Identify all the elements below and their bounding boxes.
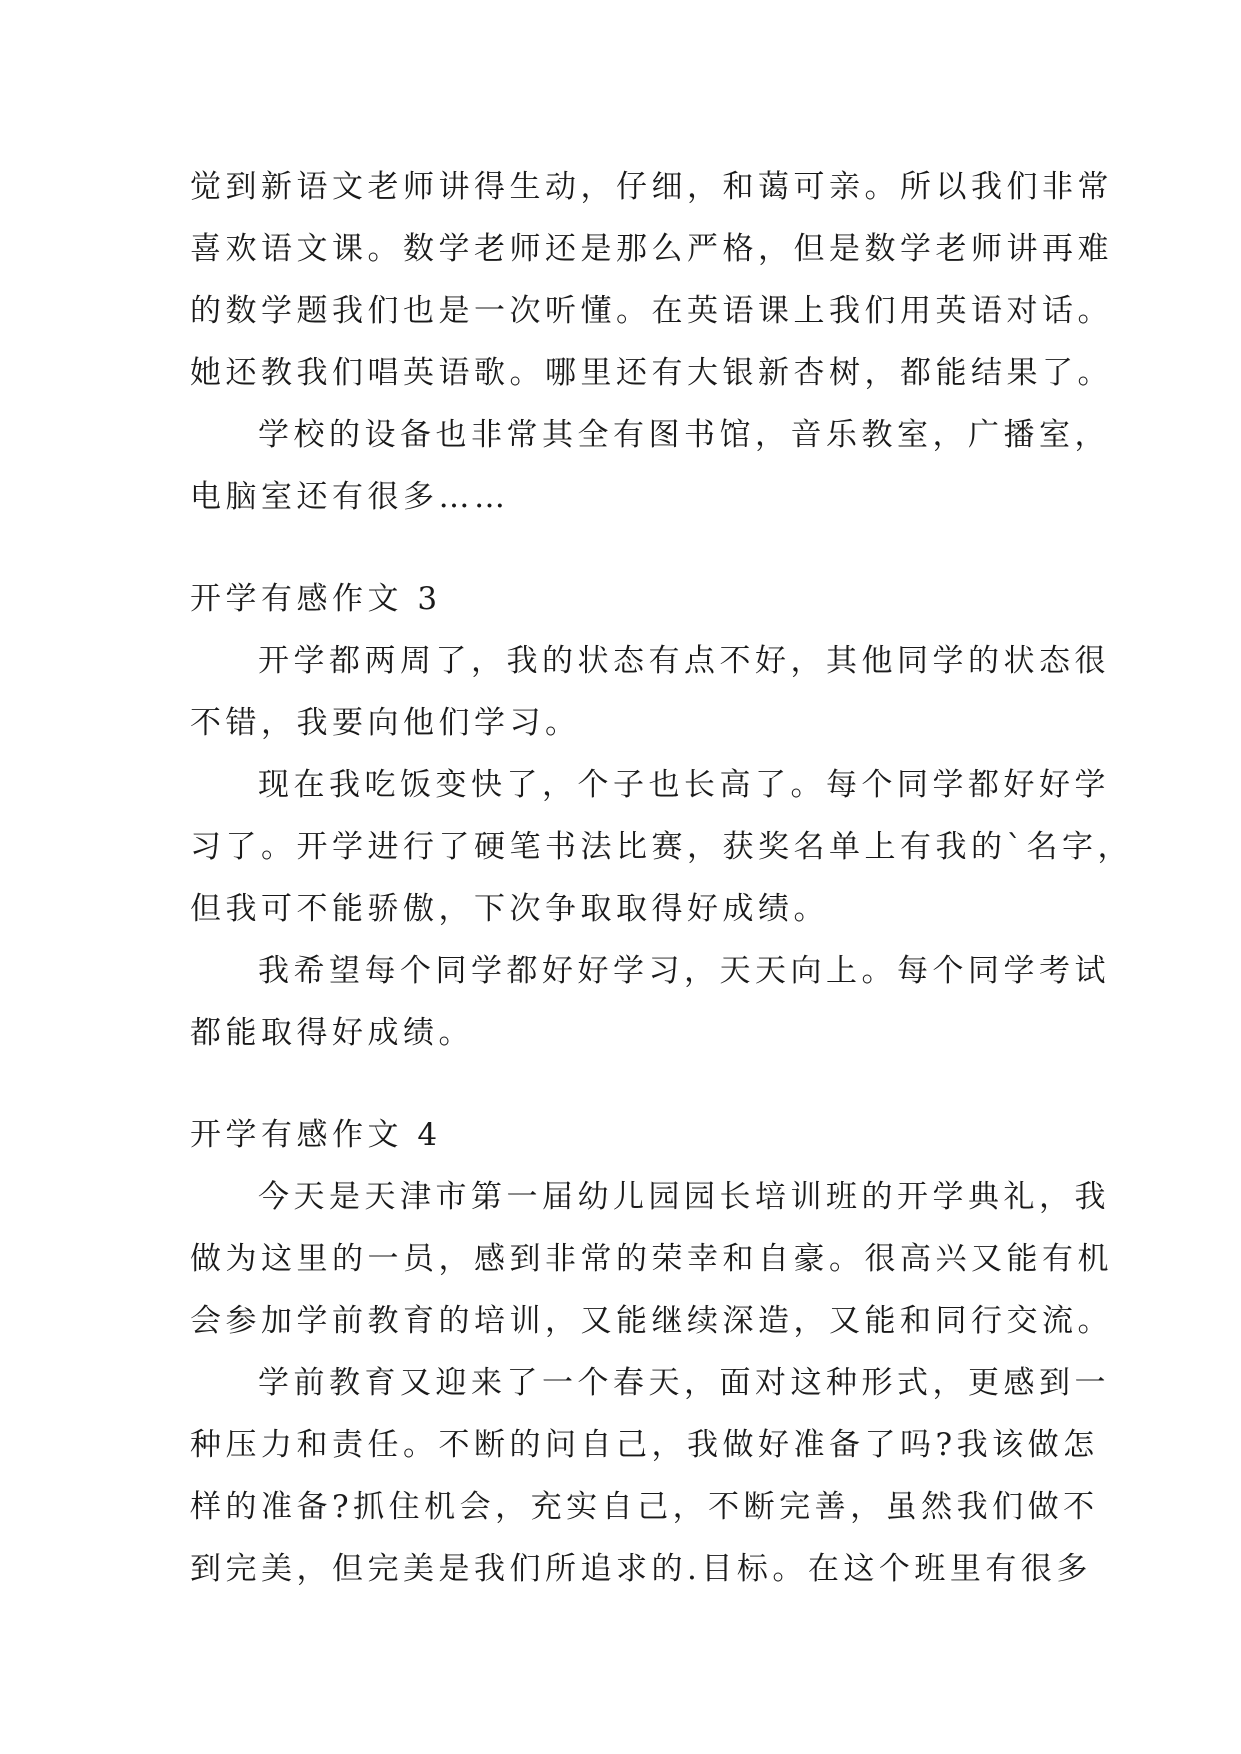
text-line: 开学都两周了，我的状态有点不好，其他同学的状态很 (258, 643, 1110, 679)
text-line: 但我可不能骄傲，下次争取取得好成绩。 (190, 891, 829, 927)
text-line: 做为这里的一员，感到非常的荣幸和自豪。很高兴又能有机 (190, 1241, 1113, 1277)
text-line: 到完美，但完美是我们所追求的.目标。在这个班里有很多 (190, 1551, 1092, 1587)
text-line: 觉到新语文老师讲得生动，仔细，和蔼可亲。所以我们非常 (190, 169, 1113, 205)
text-line: 喜欢语文课。数学老师还是那么严格，但是数学老师讲再难 (190, 231, 1113, 267)
text-line: 今天是天津市第一届幼儿园园长培训班的开学典礼，我 (258, 1179, 1110, 1215)
text-line: 的数学题我们也是一次听懂。在英语课上我们用英语对话。 (190, 293, 1113, 329)
text-line: 现在我吃饭变快了，个子也长高了。每个同学都好好学 (258, 767, 1110, 803)
section-heading: 开学有感作文 3 (190, 581, 442, 617)
text-line: 样的准备?抓住机会，充实自己，不断完善，虽然我们做不 (190, 1489, 1099, 1525)
text-line: 都能取得好成绩。 (190, 1015, 474, 1051)
text-line: 我希望每个同学都好好学习，天天向上。每个同学考试 (258, 953, 1110, 989)
text-line: 种压力和责任。不断的问自己，我做好准备了吗?我该做怎 (190, 1427, 1099, 1463)
text-line: 学前教育又迎来了一个春天，面对这种形式，更感到一 (258, 1365, 1110, 1401)
text-line: 学校的设备也非常其全有图书馆，音乐教室，广播室， (258, 417, 1110, 453)
text-line: 会参加学前教育的培训，又能继续深造，又能和同行交流。 (190, 1303, 1113, 1339)
text-line: 她还教我们唱英语歌。哪里还有大银新杏树，都能结果了。 (190, 355, 1113, 391)
text-line: 不错，我要向他们学习。 (190, 705, 581, 741)
text-line: 习了。开学进行了硬笔书法比赛，获奖名单上有我的`名字， (190, 829, 1133, 865)
section-heading: 开学有感作文 4 (190, 1117, 442, 1153)
text-line: 电脑室还有很多…… (190, 479, 510, 515)
